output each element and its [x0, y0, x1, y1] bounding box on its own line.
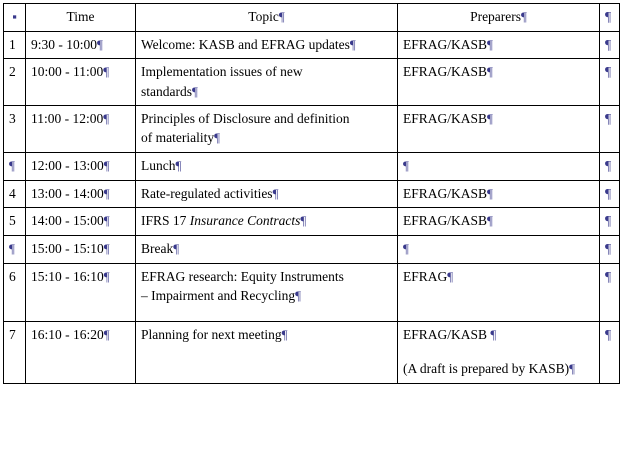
pilcrow-mark: ¶	[487, 185, 493, 201]
row-time-label: 15:00 - 15:10	[31, 240, 104, 256]
row-topic	[136, 208, 398, 236]
column-header-number	[4, 4, 26, 32]
row-end-mark: ¶	[600, 180, 620, 208]
table-row	[4, 153, 620, 181]
row-preparers	[398, 208, 600, 236]
row-topic-extra: of materiality	[141, 130, 215, 146]
row-preparers	[398, 31, 600, 59]
table-row	[4, 208, 620, 236]
row-topic-line2	[141, 287, 392, 305]
row-time	[26, 31, 136, 59]
row-topic-label: Welcome: KASB and EFRAG updates	[141, 36, 350, 52]
table-row	[4, 235, 620, 263]
row-preparers	[398, 106, 600, 153]
column-header-time: Time	[26, 4, 136, 32]
column-header-topic-label: Topic	[248, 9, 279, 24]
row-time-label: 10:00 - 11:00	[31, 64, 104, 80]
row-number: 3	[4, 106, 26, 153]
pilcrow-mark: ¶	[175, 158, 182, 174]
row-number	[4, 235, 26, 263]
row-number: 4	[4, 180, 26, 208]
pilcrow-mark: ¶	[281, 327, 288, 343]
row-topic	[136, 263, 398, 322]
row-preparers-note	[403, 360, 594, 378]
row-end-mark: ¶	[600, 208, 620, 236]
pilcrow-mark: ¶	[9, 240, 15, 256]
pilcrow-mark: ¶	[272, 185, 279, 201]
table-row	[4, 322, 620, 383]
pilcrow-mark: ¶	[103, 268, 110, 284]
row-end-mark: ¶	[600, 31, 620, 59]
pilcrow-mark: ¶	[569, 361, 575, 377]
column-header-topic	[136, 4, 398, 32]
row-time	[26, 106, 136, 153]
row-preparers	[398, 180, 600, 208]
table-header-row	[4, 4, 620, 32]
row-topic-extra: – Impairment and Recycling	[141, 287, 296, 303]
row-preparers-label: EFRAG/KASB	[403, 64, 488, 80]
row-topic-spacer	[141, 304, 392, 316]
pilcrow-mark: ¶	[103, 327, 110, 343]
row-end-mark: ¶	[600, 263, 620, 322]
row-time	[26, 263, 136, 322]
pilcrow-mark: ¶	[447, 268, 454, 284]
row-topic	[136, 106, 398, 153]
pilcrow-mark: ¶	[487, 111, 493, 127]
pilcrow-mark: ¶	[403, 240, 409, 256]
pilcrow-mark: ¶	[103, 111, 110, 127]
row-number: 1	[4, 31, 26, 59]
row-preparers-note-label: (A draft is prepared by KASB)	[403, 361, 570, 377]
row-number	[4, 153, 26, 181]
row-topic-label: IFRS 17	[141, 213, 190, 229]
table-row	[4, 106, 620, 153]
row-topic-label: Planning for next meeting	[141, 327, 282, 343]
row-preparers	[398, 59, 600, 106]
pilcrow-mark: ¶	[278, 9, 285, 24]
row-preparers	[398, 153, 600, 181]
row-preparers-label: EFRAG/KASB	[403, 111, 488, 127]
row-time	[26, 235, 136, 263]
row-number: 2	[4, 59, 26, 106]
row-topic-label: EFRAG research: Equity Instruments	[141, 268, 344, 284]
row-preparers-label: EFRAG	[403, 268, 448, 284]
pilcrow-mark: ▪	[12, 9, 17, 24]
pilcrow-mark: ¶	[487, 213, 493, 229]
row-time-label: 9:30 - 10:00	[31, 36, 97, 52]
row-number: 7	[4, 322, 26, 383]
row-time	[26, 180, 136, 208]
pilcrow-mark: ¶	[103, 213, 110, 229]
row-preparers	[398, 235, 600, 263]
column-header-preparers	[398, 4, 600, 32]
row-end-mark: ¶	[600, 235, 620, 263]
row-preparers-label: EFRAG/KASB	[403, 36, 488, 52]
pilcrow-mark: ¶	[487, 36, 493, 52]
pilcrow-mark: ¶	[490, 327, 497, 343]
row-end-mark: ¶	[600, 322, 620, 383]
row-topic-label: Implementation issues of new	[141, 64, 303, 80]
row-time-label: 12:00 - 13:00	[31, 158, 104, 174]
pilcrow-mark: ¶	[300, 213, 307, 229]
pilcrow-mark: ¶	[97, 36, 103, 52]
row-preparers-label: EFRAG/KASB	[403, 327, 491, 343]
row-topic	[136, 235, 398, 263]
row-time-label: 11:00 - 12:00	[31, 111, 104, 127]
row-topic	[136, 31, 398, 59]
table-body	[4, 31, 620, 383]
row-topic-italic: Insurance Contracts	[189, 213, 301, 229]
row-topic-line2	[141, 129, 392, 147]
table-header	[4, 4, 620, 32]
document-page	[0, 3, 625, 453]
pilcrow-mark: ¶	[295, 287, 301, 303]
pilcrow-mark: ¶	[103, 240, 110, 256]
pilcrow-mark: ¶	[403, 158, 409, 174]
pilcrow-mark: ¶	[9, 158, 15, 174]
row-preparers	[398, 263, 600, 322]
pilcrow-mark: ¶	[487, 64, 493, 80]
row-time-label: 15:10 - 16:10	[31, 268, 104, 284]
row-preparers-label: EFRAG/KASB	[403, 185, 488, 201]
table-row	[4, 180, 620, 208]
row-topic-line2	[141, 83, 392, 101]
table-row	[4, 31, 620, 59]
pilcrow-mark: ¶	[521, 9, 527, 24]
column-header-preparers-label: Preparers	[470, 9, 522, 24]
row-end-mark: ¶	[600, 59, 620, 106]
row-number: 6	[4, 263, 26, 322]
table-row	[4, 263, 620, 322]
row-end-mark: ¶	[600, 4, 620, 32]
row-time-label: 13:00 - 14:00	[31, 185, 104, 201]
row-topic-label: Rate-regulated activities	[141, 185, 273, 201]
row-time	[26, 208, 136, 236]
row-time-label: 16:10 - 16:20	[31, 327, 104, 343]
row-topic-label: Break	[141, 240, 174, 256]
pilcrow-mark: ¶	[192, 83, 198, 99]
pilcrow-mark: ¶	[173, 240, 180, 256]
row-time	[26, 322, 136, 383]
pilcrow-mark: ¶	[103, 158, 110, 174]
row-topic	[136, 59, 398, 106]
row-topic-extra: standards	[141, 83, 192, 99]
row-number: 5	[4, 208, 26, 236]
row-topic-label: Lunch	[141, 158, 176, 174]
pilcrow-mark: ¶	[103, 185, 110, 201]
table-row	[4, 59, 620, 106]
row-topic-label: Principles of Disclosure and definition	[141, 111, 350, 127]
row-topic	[136, 180, 398, 208]
row-end-mark: ¶	[600, 106, 620, 153]
row-time-label: 14:00 - 15:00	[31, 213, 104, 229]
pilcrow-mark: ¶	[103, 64, 110, 80]
row-preparers	[398, 322, 600, 383]
pilcrow-mark: ¶	[349, 36, 356, 52]
row-time	[26, 153, 136, 181]
row-end-mark: ¶	[600, 153, 620, 181]
row-topic	[136, 322, 398, 383]
row-preparers-label: EFRAG/KASB	[403, 213, 488, 229]
row-time	[26, 59, 136, 106]
row-topic	[136, 153, 398, 181]
pilcrow-mark: ¶	[214, 130, 220, 146]
agenda-table	[3, 3, 620, 384]
